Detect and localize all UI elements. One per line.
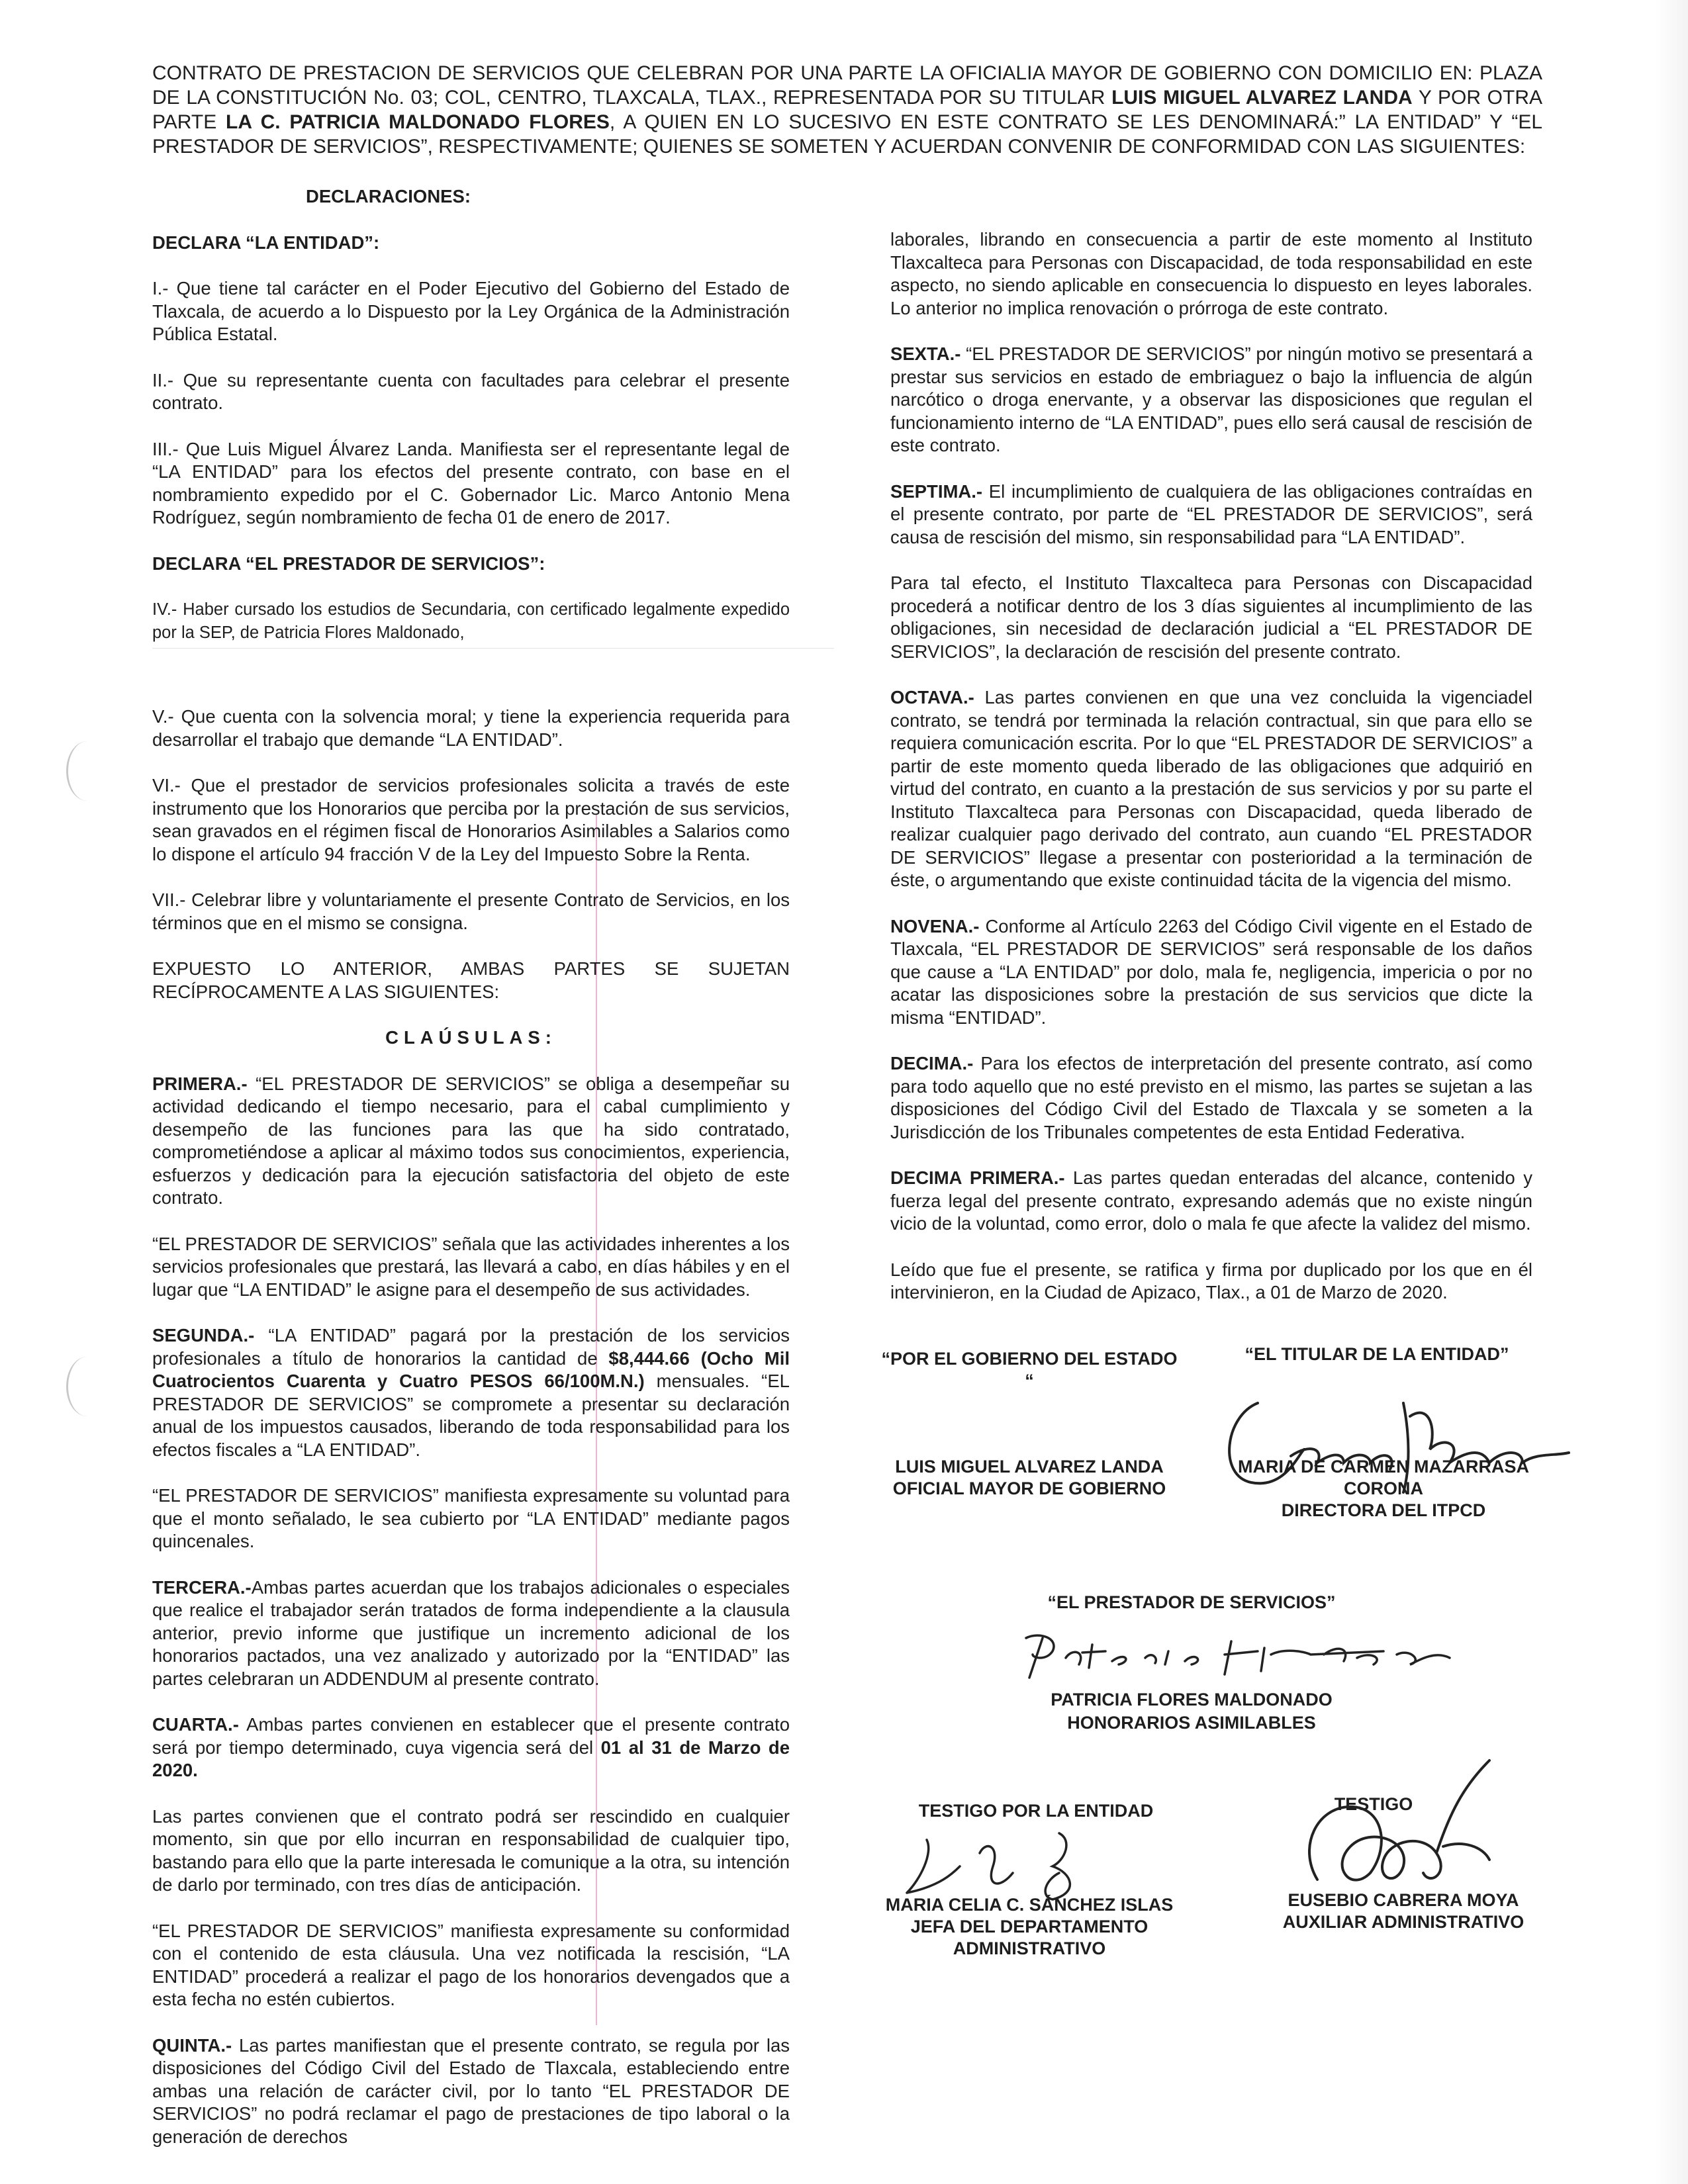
clause-paragraph: Para tal efecto, el Instituto Tlaxcalteca para Personas con Discapacidad procederá a notificar dentro de los 3 días siguientes al incumplimiento de las obligaciones, sin necesidad de declaración judicial a “EL PRESTADOR DE SERVICIOS”, la declaración de rescisión del presente contrato. xyxy=(890,572,1532,662)
prestador-signature xyxy=(1013,1625,1489,1684)
clause-paragraph: “EL PRESTADOR DE SERVICIOS” manifiesta expresamente su voluntad para que el monto señalado, le sea cubierto por “LA ENTIDAD” mediante pagos quincenales. xyxy=(152,1485,790,1551)
clause-tercera xyxy=(152,1576,790,1691)
declaration-iv: IV.- Haber cursado los estudios de Secundaria, con certificado legalmente expedido por la SEP, de Patricia Flores Maldonado, xyxy=(152,600,790,642)
clause-heading: QUINTA.- xyxy=(152,2034,232,2056)
clause-heading: SEGUNDA.- xyxy=(152,1325,255,1345)
clause-cuarta xyxy=(152,1713,790,1782)
intro-text: Y POR OTRA PARTE xyxy=(152,87,1543,133)
contract-period: 01 al 31 de Marzo de 2020. xyxy=(152,1737,790,1780)
testigo-title: AUXILIAR ADMINISTRATIVO xyxy=(1282,1912,1524,1932)
redacted-area xyxy=(152,648,834,686)
testigo-label: TESTIGO xyxy=(1334,1794,1413,1814)
clause-segunda xyxy=(152,1324,790,1461)
right-column xyxy=(890,228,1532,1328)
testigo-signature xyxy=(1291,1747,1509,1906)
clause-text: Para los efectos de interpretación del presente contrato, así como para todo aquello que no esté previsto en el mismo, las partes se sujetan a las disposiciones del Código Civil del Estado de Tlaxcala y se someten a la Jurisdicción de los Tribunales competentes de esta Entidad Federativa. xyxy=(890,1053,1532,1142)
clause-heading: OCTAVA.- xyxy=(890,687,974,707)
titular-name: MARIA DE CARMEN MAZARRASA xyxy=(1238,1457,1529,1477)
clausulas-heading: CLAÚSULAS: xyxy=(385,1027,557,1048)
declara-prestador-heading: DECLARA “EL PRESTADOR DE SERVICIOS”: xyxy=(152,553,545,574)
prestador-name: PATRICIA FLORES MALDONADO xyxy=(1051,1690,1333,1709)
clause-decima-primera xyxy=(890,1167,1532,1236)
closing-paragraph: Leído que fue el presente, se ratifica y firma por duplicado por los que en él intervinieron, en la Ciudad de Apizaco, Tlax., a 01 de Marzo de 2020. xyxy=(890,1259,1532,1302)
declaration-vi: VI.- Que el prestador de servicios profesionales solicita a través de este instrumento que los Honorarios que perciba por la prestación de sus servicios, sean gravados en el régimen fiscal de Honorarios Asimilables a Salarios como lo dispone el artículo 94 fracción V de la Ley del Impuesto Sobre la Renta. xyxy=(152,775,790,864)
intro-bold-name: LUIS MIGUEL ALVAREZ LANDA xyxy=(1111,87,1413,109)
clause-text: Conforme al Artículo 2263 del Código Civil vigente en el Estado de Tlaxcala, “EL PRESTADOR DE SERVICIOS” será responsable de los daños que cause a “LA ENTIDAD” por dolo, mala fe, negligencia, impericia o por no acatar las disposiciones sobre la prestación de sus servicios que dicte la misma “ENTIDAD”. xyxy=(890,915,1532,1028)
clause-paragraph: “EL PRESTADOR DE SERVICIOS” manifiesta expresamente su conformidad con el contenido de esta cláusula. Una vez notificada la rescisión, “LA ENTIDAD” procederá a realizar el pago de los honorarios devengados que a esta fecha no estén cubiertos. xyxy=(152,1920,790,2009)
clause-text: Las partes convienen en que una vez concluida la vigenciadel contrato, se tendrá por terminada la relación contractual, sin que para ello se requiera comunicación escrita. Por lo que “EL PRESTADOR DE SERVICIOS” a partir de este momento queda liberado de las obligaciones que adquirió en virtud del contrato, en cuanto a la prestación de sus servicios y por su parte el Instituto Tlaxcalteca para Personas con Discapacidad, queda liberado de realizar cualquier pago derivado del contrato, aun cuando “EL PRESTADOR DE SERVICIOS” llegase a presentar con posterioridad a la terminación de éste, o argumentando que existe continuidad tácita de la vigencia del mismo. xyxy=(890,687,1532,890)
clause-heading: SEXTA.- xyxy=(890,343,961,364)
declaration-ii: II.- Que su representante cuenta con facultades para celebrar el presente contrato. xyxy=(152,369,790,413)
clause-text: Las partes quedan enteradas del alcance, contenido y fuerza legal del presente contrato, expresando además que no existe ningún vicio de la voluntad, como error, dolo o mala fe que afecte la validez del mismo. xyxy=(890,1167,1532,1234)
clause-heading: NOVENA.- xyxy=(890,915,980,936)
clause-septima xyxy=(890,480,1532,549)
contract-intro xyxy=(152,61,1542,159)
prestador-label: “EL PRESTADOR DE SERVICIOS” xyxy=(1047,1592,1336,1612)
declaraciones-heading: DECLARACIONES: xyxy=(305,186,471,206)
prestador-title: HONORARIOS ASIMILABLES xyxy=(1067,1713,1316,1733)
clause-text: Ambas partes convienen en establecer que el presente contrato será por tiempo determinado, cuya vigencia será del xyxy=(152,1714,790,1758)
gobierno-name: LUIS MIGUEL ALVAREZ LANDA xyxy=(895,1457,1164,1477)
testigo-name: EUSEBIO CABRERA MOYA xyxy=(1288,1890,1519,1910)
titular-name-line2: CORONA xyxy=(1344,1479,1423,1498)
clause-quinta xyxy=(152,2034,790,2149)
clause-text: El incumplimiento de cualquiera de las obligaciones contraídas en el presente contrato, por parte de “EL PRESTADOR DE SERVICIOS”, será causa de rescisión del mismo, sin responsabilidad para “LA ENTIDAD”. xyxy=(890,480,1532,547)
clause-text: Ambas partes acuerdan que los trabajos adicionales o especiales que realice el trabajador serán tratados de forma independiente a la clausula anterior, previo informe que justifique un incremento adicional de los honorarios pactados, una vez analizado y autorizado por la “ENTIDAD” las partes celebraran un ADDENDUM al presente contrato. xyxy=(152,1576,790,1689)
testigo-entidad-label: TESTIGO POR LA ENTIDAD xyxy=(918,1801,1154,1821)
gobierno-title: OFICIAL MAYOR DE GOBIERNO xyxy=(892,1479,1166,1498)
declaration-i: I.- Que tiene tal carácter en el Poder Ejecutivo del Gobierno del Estado de Tlaxcala, de acuerdo a lo Dispuesto por la Ley Orgánica de la Administración Pública Estatal. xyxy=(152,278,790,344)
clause-paragraph: Las partes convienen que el contrato podrá ser rescindido en cualquier momento, sin que por ello incurran en responsabilidad de cualquier tipo, bastando para ello que la parte interesada le comunique a la otra, su intención de darlo por terminado, con tres días de anticipación. xyxy=(152,1805,790,1895)
titular-label: “EL TITULAR DE LA ENTIDAD” xyxy=(1244,1344,1509,1364)
clause-heading: SEPTIMA.- xyxy=(890,480,983,502)
clause-heading: CUARTA.- xyxy=(152,1714,239,1735)
declaration-vii: VII.- Celebrar libre y voluntariamente el presente Contrato de Servicios, en los términos que en el mismo se consigna. xyxy=(152,889,790,933)
clause-text: Las partes manifiestan que el presente contrato, se regula por las disposiciones del Código Civil del Estado de Tlaxcala, estableciendo entre ambas una relación de carácter civil, por lo tanto “EL PRESTADOR DE SERVICIOS” no podrá reclamar el pago de prestaciones de tipo laboral o la generación de derechos xyxy=(152,2034,790,2147)
left-column xyxy=(152,185,790,2171)
clause-primera xyxy=(152,1073,790,1210)
gobierno-label: “POR EL GOBIERNO DEL ESTADO “ xyxy=(881,1349,1178,1390)
clause-octava xyxy=(890,686,1532,892)
clause-decima xyxy=(890,1052,1532,1144)
hole-punch-mark xyxy=(66,741,108,801)
expuesto-paragraph: EXPUESTO LO ANTERIOR, AMBAS PARTES SE SUJETAN RECÍPROCAMENTE A LAS SIGUIENTES: xyxy=(152,958,790,1002)
payment-amount: $8,444.66 (Ocho Mil Cuatrocientos Cuarenta y Cuatro PESOS 66/100M.N.) xyxy=(152,1347,790,1391)
testigo-entidad-title-line2: ADMINISTRATIVO xyxy=(953,1938,1106,1958)
clause-novena xyxy=(890,915,1532,1030)
clause-heading: TERCERA.- xyxy=(152,1576,252,1598)
hole-punch-mark xyxy=(66,1357,108,1416)
testigo-entidad-title: JEFA DEL DEPARTAMENTO xyxy=(910,1917,1149,1936)
titular-title: DIRECTORA DEL ITPCD xyxy=(1281,1500,1486,1520)
intro-text: , A QUIEN EN LO SUCESIVO EN ESTE CONTRATO SE LES DENOMINARÁ:” LA ENTIDAD” Y “EL PRESTADOR DE SERVICIOS”, RESPECTIVAMENTE; QUIENES SE SOMETEN Y ACUERDAN CONVENIR DE CONFORMIDAD CON LAS SIGUIENTES: xyxy=(152,111,1543,158)
intro-bold-name: LA C. PATRICIA MALDONADO FLORES xyxy=(226,111,610,133)
clause-heading: PRIMERA.- xyxy=(152,1073,248,1094)
clause-text: “LA ENTIDAD” pagará por la prestación de los servicios profesionales a título de honorarios la cantidad de xyxy=(152,1325,790,1369)
clause-text: “EL PRESTADOR DE SERVICIOS” por ningún motivo se presentará a prestar sus servicios en estado de embriaguez o bajo la influencia de algún narcótico o droga enervante, y a observar las disposiciones que regulan el funcionamiento interno de “LA ENTIDAD”, pues ello será causal de rescisión de este contrato. xyxy=(890,343,1532,455)
declaration-iii: III.- Que Luis Miguel Álvarez Landa. Manifiesta ser el representante legal de “LA ENTIDAD” para los efectos del presente contrato, con base en el nombramiento expedido por el C. Gobernador Lic. Marco Antonio Mena Rodríguez, según nombramiento de fecha 01 de enero de 2017. xyxy=(152,438,790,527)
clause-heading: DECIMA.- xyxy=(890,1053,974,1073)
clause-paragraph: laborales, librando en consecuencia a partir de este momento al Instituto Tlaxcalteca para Personas con Discapacidad, de toda responsabilidad en este aspecto, no siendo aplicable en consecuencia lo dispuesto en leyes laborales. Lo anterior no implica renovación o prórroga de este contrato. xyxy=(890,229,1532,318)
clause-text: mensuales. “EL PRESTADOR DE SERVICIOS” se compromete a presentar su declaración anual de los impuestos causados, liberando de toda responsabilidad para los efectos fiscales a “LA ENTIDAD”. xyxy=(152,1371,790,1460)
clause-sexta xyxy=(890,343,1532,457)
intro-text: CONTRATO DE PRESTACION DE SERVICIOS QUE CELEBRAN POR UNA PARTE LA OFICIALIA MAYOR DE GOBIERNO CON DOMICILIO EN: PLAZA DE LA CONSTITUCIÓN No. 03; COL, CENTRO, TLAXCALA, TLAX., REPRESENTADA POR SU TITULAR xyxy=(152,62,1542,109)
clause-heading: DECIMA PRIMERA.- xyxy=(890,1167,1065,1188)
declara-entidad-heading: DECLARA “LA ENTIDAD”: xyxy=(152,232,380,253)
testigo-entidad-name: MARIA CELIA C. SÁNCHEZ ISLAS xyxy=(885,1895,1174,1915)
scan-edge xyxy=(1655,0,1688,2184)
declaration-v: V.- Que cuenta con la solvencia moral; y tiene la experiencia requerida para desarrollar el trabajo que demande “LA ENTIDAD”. xyxy=(152,706,790,750)
clause-paragraph: “EL PRESTADOR DE SERVICIOS” señala que las actividades inherentes a los servicios profesionales que prestará, las llevará a cabo, en días hábiles y en el lugar que “LA ENTIDAD” le asigne para el desempeño de sus actividades. xyxy=(152,1233,790,1300)
clause-text: “EL PRESTADOR DE SERVICIOS” se obliga a desempeñar su actividad dedicando el tiempo necesario, para el cabal cumplimiento y desempeño de las funciones para las que ha sido contratado, comprometiéndose a aplicar al máximo todos sus conocimientos, experiencia, esfuerzos y dedicación para la ejecución satisfactoria del objeto de este contrato. xyxy=(152,1073,790,1208)
